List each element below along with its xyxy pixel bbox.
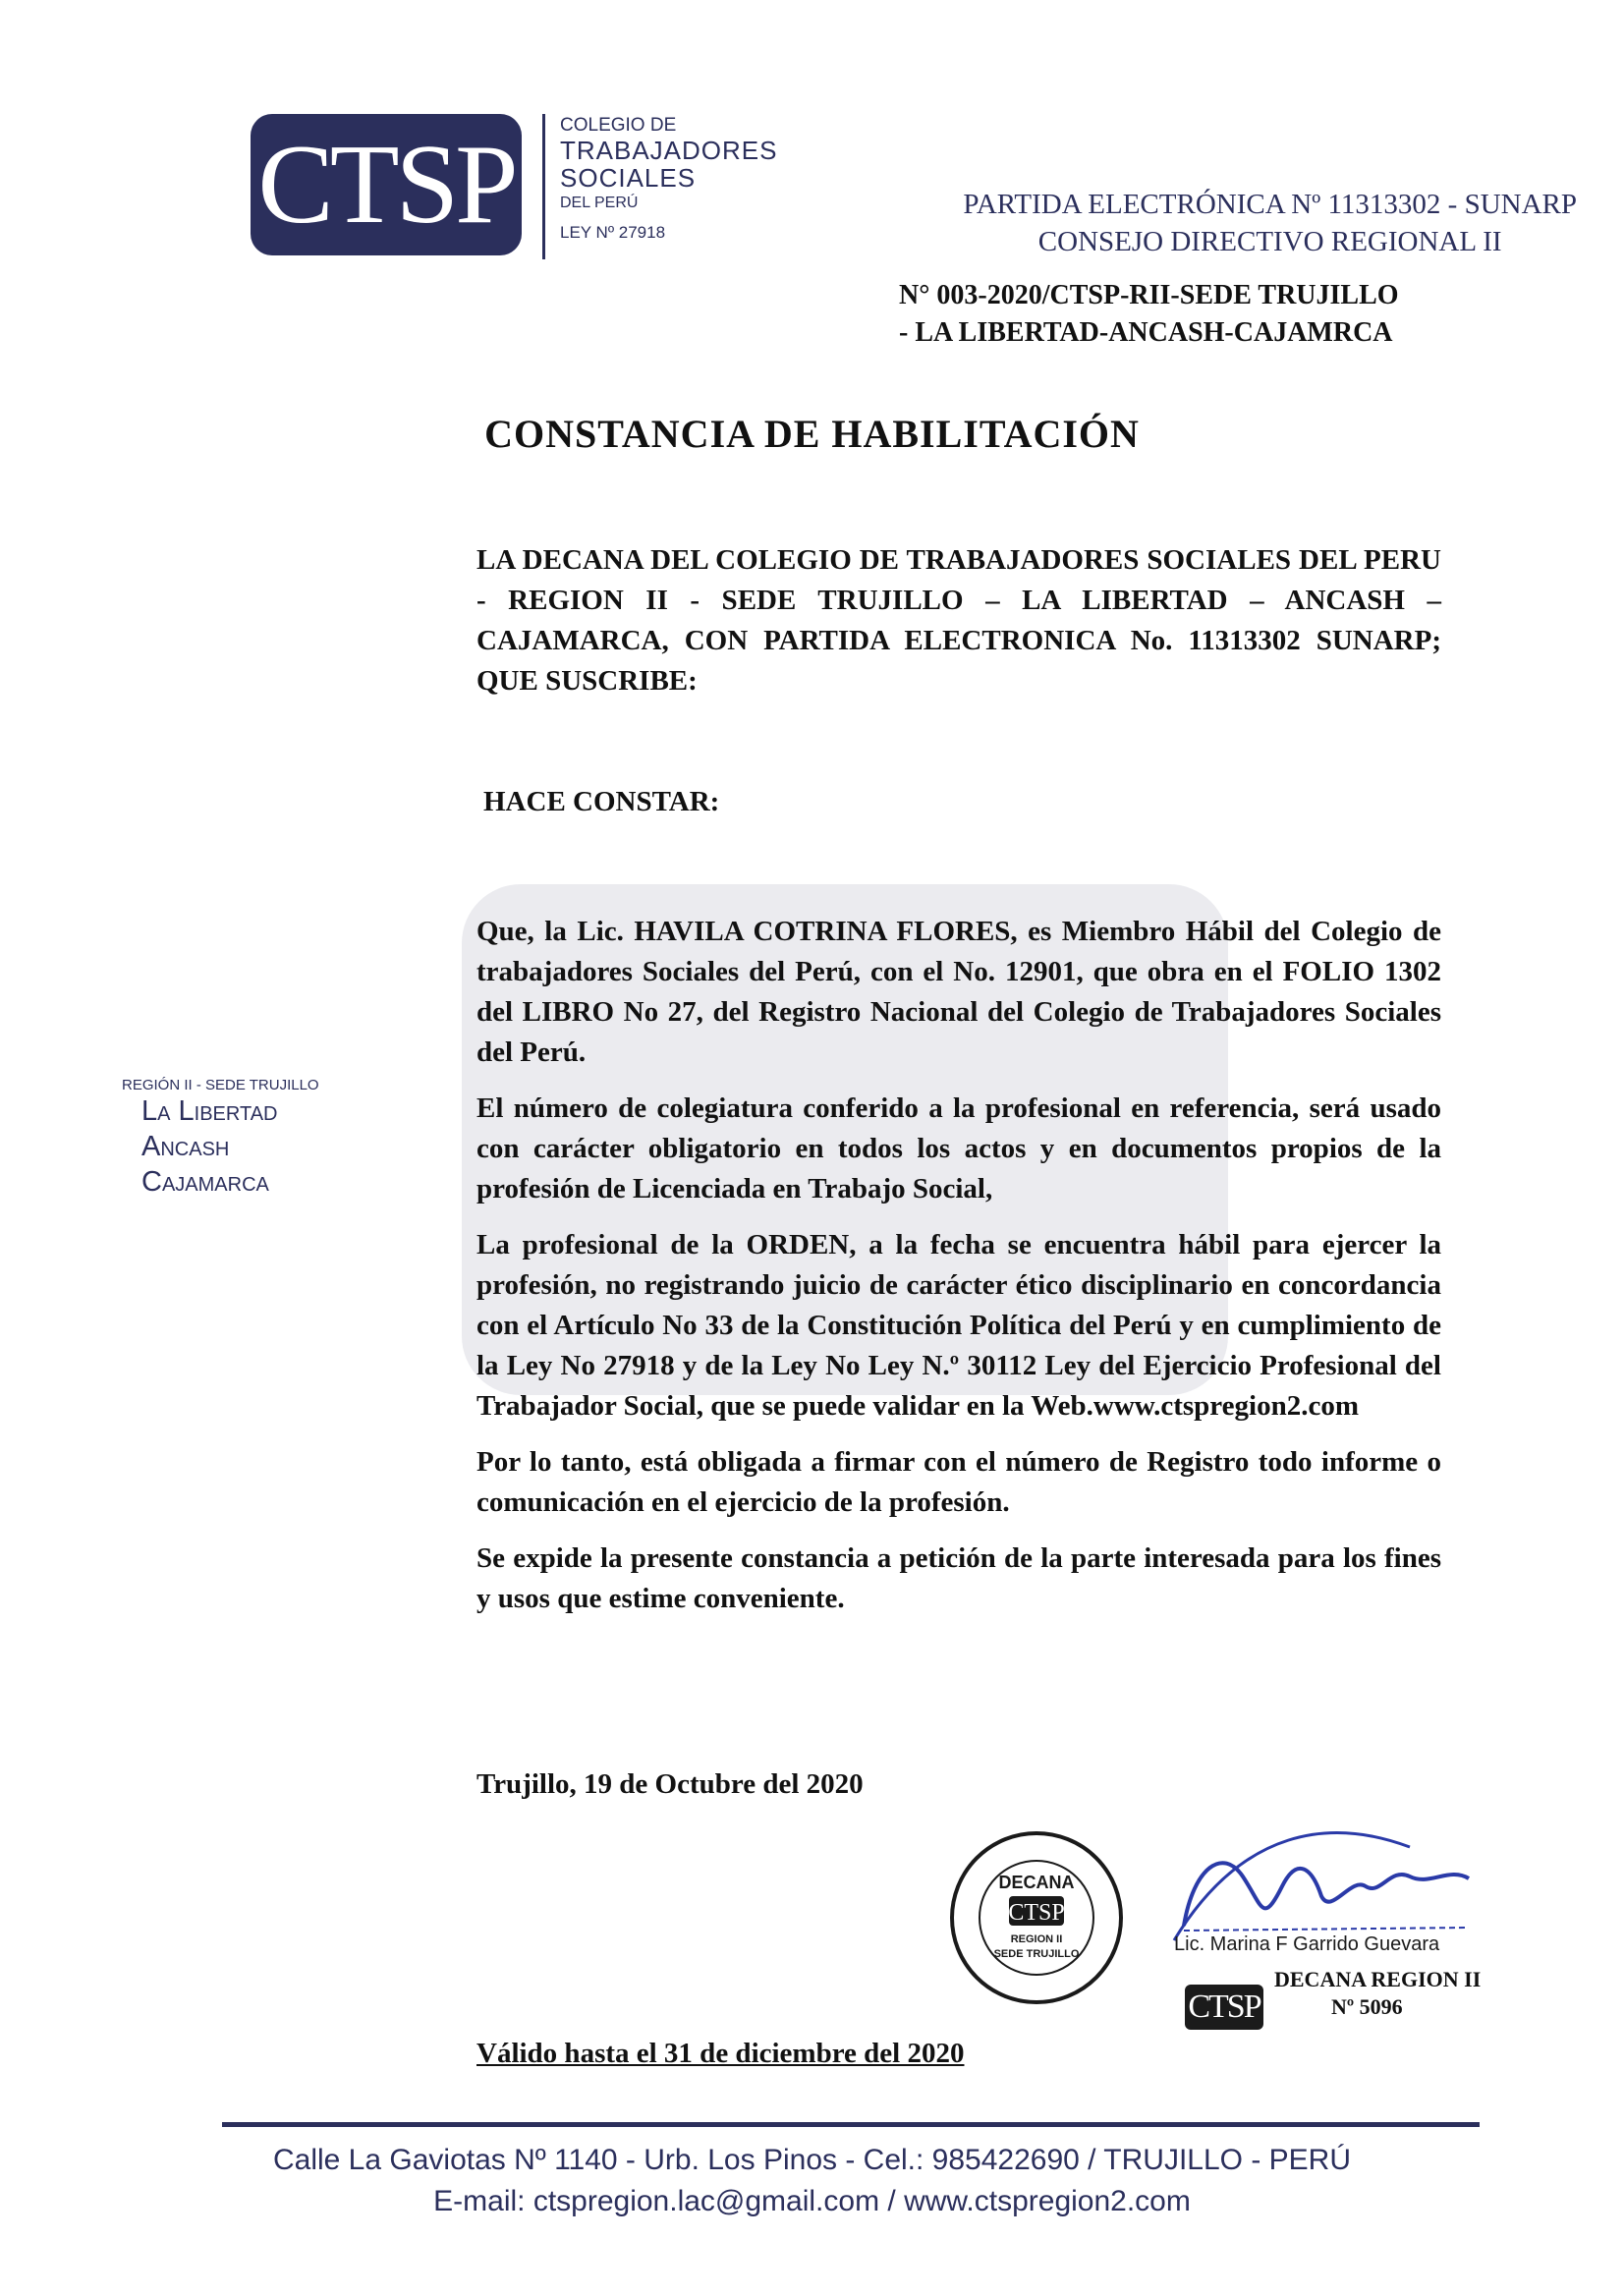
side-region-block (122, 1077, 319, 1200)
intro-paragraph: LA DECANA DEL COLEGIO DE TRABAJADORES SOCIALES DEL PERU - REGION II - SEDE TRUJILLO – LA LIBERTAD – ANCASH – CAJAMARCA, CON PARTIDA ELECTRONICA No. 11313302 SUNARP; QUE SUSCRIBE: (476, 544, 1441, 697)
signature-logo: CTSP (1185, 1985, 1263, 2030)
document-number (899, 277, 1399, 352)
side-city-1: La Libertad (141, 1095, 278, 1127)
signatory-name: Lic. Marina F Garrido Guevara (1174, 1933, 1440, 1955)
side-city-2: Ancash (141, 1131, 230, 1162)
hace-constar-heading: HACE CONSTAR: (483, 786, 720, 817)
main-text (476, 912, 1441, 1635)
org-name-block (560, 116, 778, 242)
logo-divider (542, 114, 545, 259)
doc-no-line2: - LA LIBERTAD-ANCASH-CAJAMRCA (899, 316, 1393, 348)
paragraph-habil: La profesional de la ORDEN, a la fecha se encuentra hábil para ejercer la profesión, no registrando juicio de carácter ético disciplinario en concordancia con el Artículo No 33 de la Constitución Política del Perú y en cumplimiento de la Ley No 27918 y de la Ley No Ley N.º 30112 Ley del Ejercicio Profesional del Trabajador Social, que se puede validar en la Web.www.ctspregion2.com (476, 1229, 1441, 1422)
org-line2: TRABAJADORES (560, 135, 778, 165)
paragraph-colegiatura: El número de colegiatura conferido a la profesional en referencia, será usado con carácter obligatorio en todos los actos y en documentos propios de la profesión de Licenciada en Trabajo Social, (476, 1092, 1441, 1204)
official-stamp (948, 1829, 1125, 2006)
footer-address: Calle La Gaviotas Nº 1140 - Urb. Los Pinos - Cel.: 985422690 / TRUJILLO - PERÚ (272, 2144, 1352, 2176)
logo-text: CTSP (257, 122, 515, 248)
footer (0, 2140, 1624, 2222)
ctsp-logo (251, 114, 522, 255)
footer-contact: E-mail: ctspregion.lac@gmail.com / www.ctspregion2.com (433, 2185, 1191, 2217)
partida-line2: CONSEJO DIRECTIVO REGIONAL II (1037, 225, 1502, 257)
stamp-logo: CTSP (1008, 1900, 1065, 1926)
stamp-line1: REGION II (1010, 1933, 1063, 1945)
issue-date: Trujillo, 19 de Octubre del 2020 (476, 1768, 864, 1800)
partida-block (963, 187, 1577, 260)
side-region-label: REGIÓN II - SEDE TRUJILLO (122, 1077, 319, 1093)
stamp-title: DECANA (998, 1873, 1075, 1892)
org-line4: DEL PERÚ (560, 195, 639, 212)
footer-divider (222, 2122, 1480, 2127)
valid-until: Válido hasta el 31 de diciembre del 2020 (476, 2038, 965, 2069)
paragraph-obligation: Por lo tanto, está obligada a firmar con el número de Registro todo informe o comunicación en el ejercicio de la profesión. (476, 1446, 1441, 1518)
document-title: CONSTANCIA DE HABILITACIÓN (484, 412, 1140, 456)
org-law: LEY Nº 27918 (560, 222, 666, 242)
signatory-role: DECANA REGION II (1274, 1967, 1482, 1991)
paragraph-issued: Se expide la presente constancia a petición de la parte interesada para los fines y usos que estime conveniente. (476, 1542, 1441, 1614)
org-line1: COLEGIO DE (560, 115, 677, 136)
paragraph-member: Que, la Lic. HAVILA COTRINA FLORES, es Miembro Hábil del Colegio de trabajadores Sociales del Perú, con el No. 12901, que obra en el FOLIO 1302 del LIBRO No 27, del Registro Nacional del Colegio de Trabajadores Sociales del Perú. (476, 916, 1441, 1068)
signatory-number: Nº 5096 (1331, 1994, 1403, 2019)
doc-no-line1: N° 003-2020/CTSP-RII-SEDE TRUJILLO (899, 280, 1399, 310)
org-line3: SOCIALES (560, 163, 697, 194)
stamp-line2: SEDE TRUJILLO (993, 1948, 1080, 1960)
partida-line1: PARTIDA ELECTRÓNICA Nº 11313302 - SUNARP (963, 189, 1577, 220)
side-city-3: Cajamarca (141, 1166, 269, 1198)
